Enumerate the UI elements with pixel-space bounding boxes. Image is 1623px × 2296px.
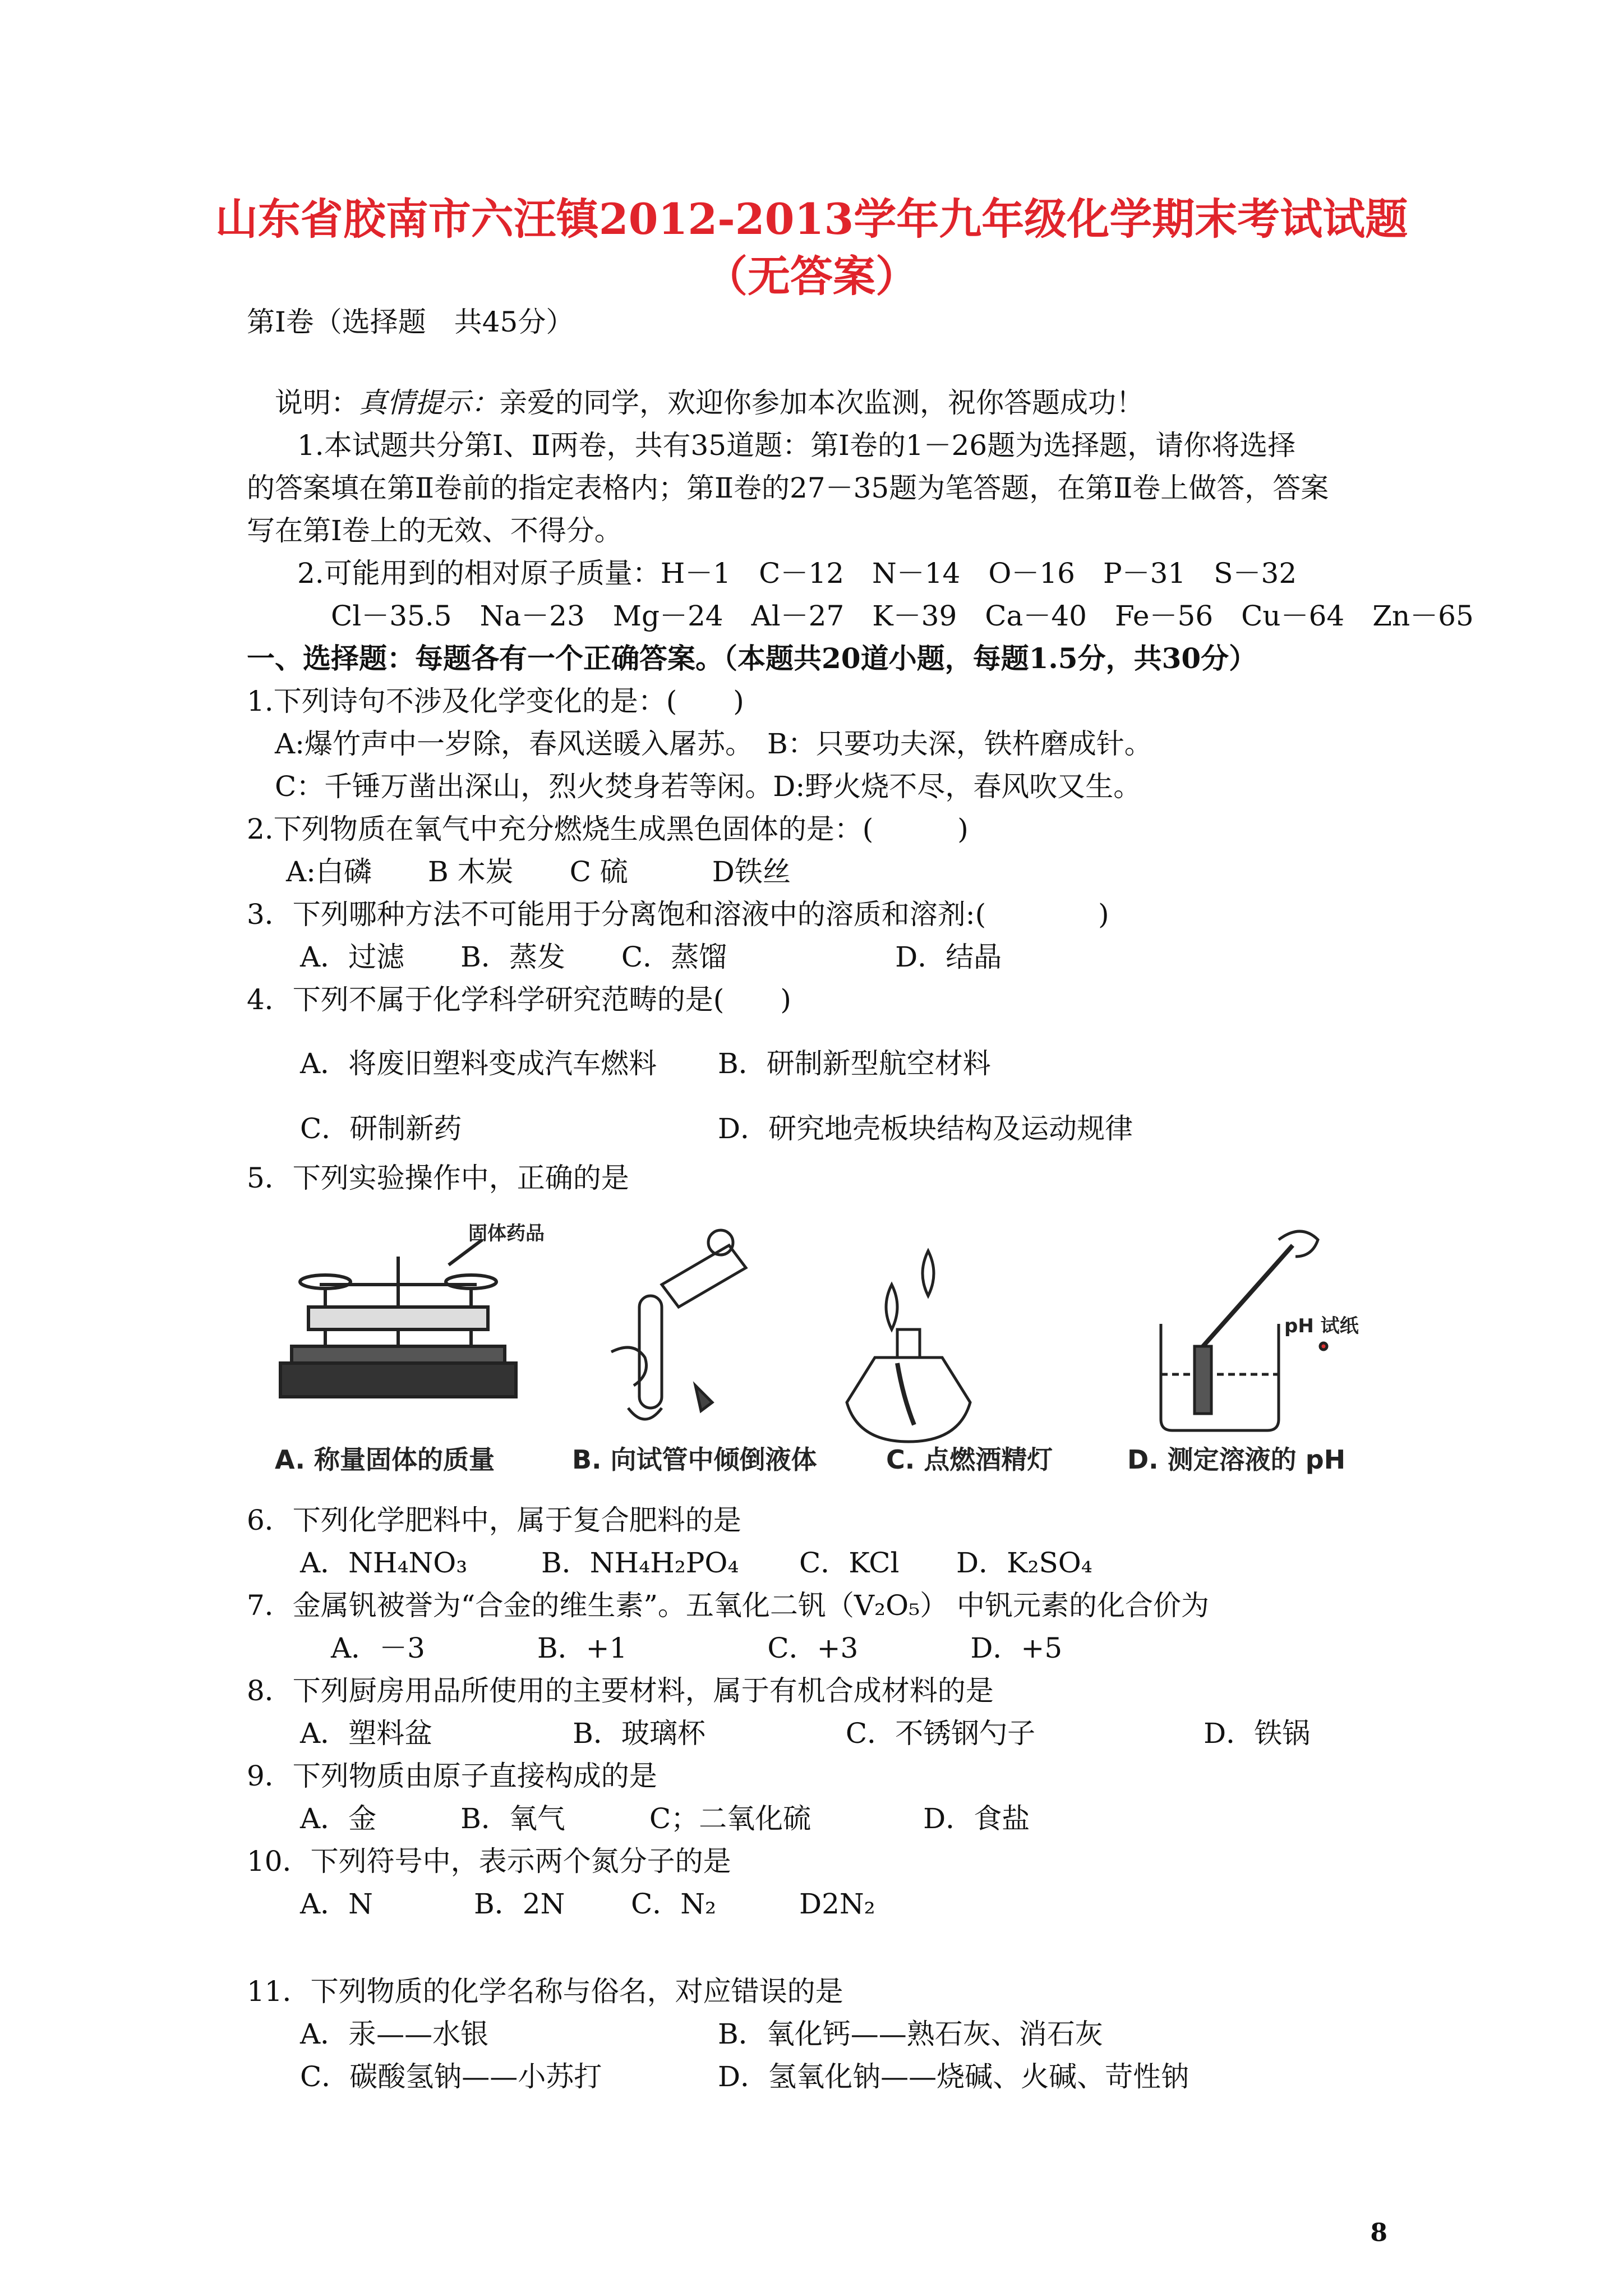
- test-tube-illustration: [611, 1230, 746, 1419]
- question-10-stem: 10．下列符号中，表示两个氮分子的是: [247, 1845, 731, 1878]
- question-1-options-1: A:爆竹声中一岁除，春风送暖入屠苏。 B：只要功夫深，铁杵磨成针。: [275, 728, 1152, 760]
- label-solid-drug: 固体药品: [468, 1222, 545, 1245]
- question-6-stem: 6．下列化学肥料中，属于复合肥料的是: [247, 1504, 741, 1536]
- question-1-options-2: C：千锤万凿出深山，烈火焚身若等闲。D:野火烧不尽，春风吹又生。: [275, 770, 1142, 803]
- page-number: 8: [1370, 2219, 1387, 2247]
- question-3-stem: 3．下列哪种方法不可能用于分离饱和溶液中的溶质和溶剂:( ): [247, 898, 1109, 931]
- question-9-stem: 9．下列物质由原子直接构成的是: [247, 1760, 657, 1792]
- question-6-option-a: A．NH₄NO₃: [300, 1547, 468, 1579]
- question-1-stem: 1.下列诗句不涉及化学变化的是：( ): [247, 685, 744, 717]
- note-item1-line2: 的答案填在第Ⅱ卷前的指定表格内；第Ⅱ卷的27－35题为笔答题，在第Ⅱ卷上做答，答案: [247, 472, 1329, 504]
- question-11-option-a: A．汞——水银: [300, 2018, 489, 2050]
- figure-caption-b: B. 向试管中倾倒液体: [572, 1444, 817, 1475]
- question-11-option-b: B．氧化钙——熟石灰、消石灰: [718, 2018, 1103, 2050]
- question-4-option-c: C．研制新药: [300, 1112, 462, 1145]
- question-6-option-d: D．K₂SO₄: [956, 1547, 1092, 1579]
- label-ph-paper: pH 试纸: [1284, 1315, 1359, 1337]
- question-8-options: A．塑料盆 B．玻璃杯 C．不锈钢勺子 D．铁锅: [300, 1717, 1311, 1750]
- question-11-option-d: D．氢氧化钠——烧碱、火碱、苛性钠: [718, 2060, 1189, 2093]
- question-6-option-c: C．KCl: [799, 1547, 900, 1579]
- question-4-option-b: B．研制新型航空材料: [718, 1047, 991, 1080]
- note-line: [275, 386, 1144, 420]
- part1-header: 一、选择题：每题各有一个正确答案。（本题共20道小题，每题1.5分，共30分）: [247, 642, 1257, 675]
- question-5-stem: 5．下列实验操作中，正确的是: [247, 1162, 629, 1194]
- figure-caption-d: D. 测定溶液的 pH: [1127, 1444, 1346, 1475]
- balance-scale-illustration: [280, 1240, 516, 1397]
- question-10-option-d: D2N₂: [799, 1888, 875, 1920]
- question-7-stem: 7．金属钒被誉为“合金的维生素”。五氧化二钒（V₂O₅） 中钒元素的化合价为: [247, 1589, 1210, 1622]
- alcohol-lamp-illustration: [847, 1251, 970, 1442]
- note-item1-line3: 写在第Ⅰ卷上的无效、不得分。: [247, 514, 623, 547]
- figure-caption-a: A. 称量固体的质量: [275, 1444, 495, 1475]
- question-6-option-b: B．NH₄H₂PO₄: [541, 1547, 739, 1579]
- note-item2-line1: 2.可能用到的相对原子质量：H－1 C－12 N－14 O－16 P－31 S－32: [297, 557, 1297, 590]
- question-4-stem: 4．下列不属于化学科学研究范畴的是( ): [247, 983, 791, 1016]
- question-9-options: A．金 B．氧气 C；二氧化硫 D．食盐: [300, 1802, 1030, 1835]
- note-prefix: 说明：: [275, 386, 359, 419]
- question-11-option-c: C．碳酸氢钠——小苏打: [300, 2060, 602, 2093]
- question-7-options: A．－3 B．+1 C．+3 D．+5: [331, 1632, 1063, 1664]
- note-item1-line1: 1.本试题共分第Ⅰ、Ⅱ两卷，共有35道题：第Ⅰ卷的1－26题为选择题，请你将选择: [297, 429, 1296, 462]
- question-2-stem: 2.下列物质在氧气中充分燃烧生成黑色固体的是：( ): [247, 813, 969, 845]
- question-11-stem: 11．下列物质的化学名称与俗名，对应错误的是: [247, 1975, 843, 2008]
- section-header: 第Ⅰ卷（选择题 共45分）: [247, 306, 574, 338]
- page-title: 山东省胶南市六汪镇2012-2013学年九年级化学期末考试试题（无答案）: [215, 194, 1408, 301]
- question-2-options: A:白磷 B 木炭 C 硫 D铁丝: [286, 855, 791, 888]
- question-8-stem: 8．下列厨房用品所使用的主要材料，属于有机合成材料的是: [247, 1674, 994, 1707]
- question-10-option-b: B．2N: [474, 1888, 565, 1920]
- note-emphasis: 真情提示：: [359, 386, 499, 419]
- question-4-option-d: D．研究地壳板块结构及运动规律: [718, 1112, 1133, 1145]
- note-item2-line2: Cl－35.5 Na－23 Mg－24 Al－27 K－39 Ca－40 Fe－56 Cu－64 Zn－65: [331, 600, 1474, 632]
- question-4-option-a: A．将废旧塑料变成汽车燃料: [300, 1047, 657, 1080]
- question-10-option-a: A．N: [300, 1888, 373, 1920]
- note-text: 亲爱的同学，欢迎你参加本次监测，祝你答题成功！: [499, 386, 1144, 419]
- figure-caption-c: C. 点燃酒精灯: [886, 1444, 1053, 1475]
- question-3-options: A．过滤 B．蒸发 C．蒸馏 D．结晶: [300, 941, 1002, 973]
- question-5-figure: [269, 1217, 1385, 1487]
- question-10-option-c: C．N₂: [631, 1888, 717, 1920]
